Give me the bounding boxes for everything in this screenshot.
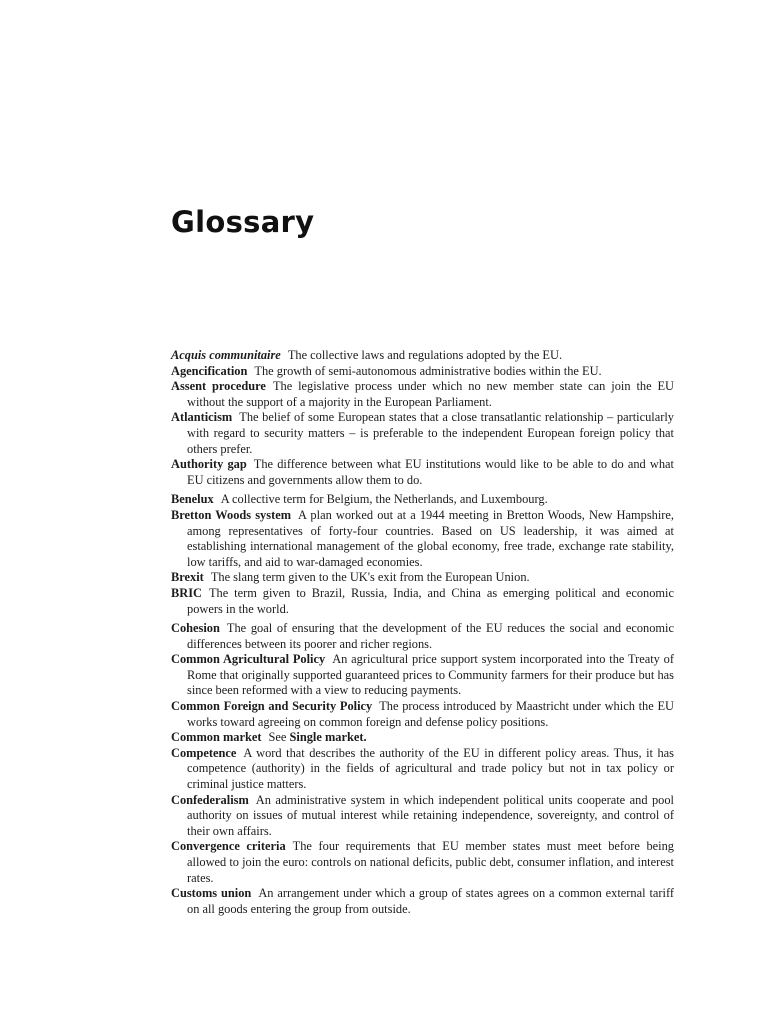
glossary-term: Competence: [171, 745, 237, 760]
glossary-term: Common Agricultural Policy: [171, 652, 326, 667]
glossary-cross-reference: Single market.: [289, 730, 367, 745]
glossary-entry: [171, 886, 674, 917]
glossary-definition: See: [268, 730, 287, 745]
glossary-definition: The difference between what EU institutions would like to be able to do and what EU citizens and governments allow them to do.: [187, 457, 674, 487]
glossary-term: Acquis communitaire: [171, 348, 281, 362]
glossary-entry: [171, 586, 674, 617]
glossary-entry: [171, 457, 674, 488]
glossary-entry: [171, 379, 674, 410]
glossary-definition: An arrangement under which a group of states agrees on a common external tariff on all goods entering the group from outside.: [187, 886, 674, 916]
glossary-entry: [171, 652, 674, 699]
glossary-term: Convergence criteria: [171, 839, 286, 854]
glossary-term: Benelux: [171, 492, 214, 507]
glossary-definition: The process introduced by Maastricht under which the EU works toward agreeing on common foreign and defense policy positions.: [187, 699, 675, 729]
glossary-term: Confederalism: [171, 792, 249, 807]
glossary-definition: The belief of some European states that a close transatlantic relationship – particularly with regard to security matters – is preferable to the independent European foreign policy that others prefer.: [187, 410, 674, 456]
glossary-term: Authority gap: [171, 457, 247, 472]
glossary-entry: [171, 730, 674, 746]
glossary-term: Assent procedure: [171, 379, 266, 394]
glossary-definition: An administrative system in which independent political units cooperate and pool authority on issues of mutual interest while retaining independence, sovereignty, and control of their own affairs.: [187, 792, 674, 838]
glossary-definition: A word that describes the authority of the EU in different policy areas. Thus, it has competence (authority) in the fields of agricultural and trade policy but not in tax policy or criminal justice matters.: [187, 745, 674, 792]
glossary-term: Atlanticism: [171, 410, 233, 425]
glossary-group: [171, 492, 674, 617]
glossary-entry: [171, 492, 674, 508]
glossary-group: [171, 348, 674, 488]
glossary-term: Common Foreign and Security Policy: [171, 699, 373, 714]
glossary-group: [171, 621, 674, 917]
glossary-definition: The term given to Brazil, Russia, India, and China as emerging political and economic powers in the world.: [187, 585, 674, 616]
glossary-definition: The four requirements that EU member states must meet before being allowed to join the euro: controls on national deficits, public debt, consumer inflation, and interest rates.: [187, 839, 674, 885]
glossary-entry: [171, 348, 674, 364]
glossary-entry: [171, 508, 674, 570]
glossary-entry: [171, 410, 674, 457]
glossary-term: Brexit: [171, 570, 204, 585]
glossary-definition: A plan worked out at a 1944 meeting in Bretton Woods, New Hampshire, among representatives of forty-four countries. Based on US leadership, it was aimed at establishing international management of the global economy, free trade, exchange rate stability, low tariffs, and aid to war-damaged economies.: [187, 507, 675, 569]
glossary-entry: [171, 621, 674, 652]
glossary-list: [171, 348, 674, 917]
glossary-term: Customs union: [171, 886, 252, 901]
glossary-entry: [171, 746, 674, 793]
glossary-term: Agencification: [171, 363, 248, 378]
glossary-definition: The collective laws and regulations adopted by the EU.: [287, 348, 563, 362]
glossary-definition: A collective term for Belgium, the Netherlands, and Luxembourg.: [220, 492, 548, 507]
glossary-entry: [171, 570, 674, 586]
glossary-entry: [171, 364, 674, 380]
glossary-definition: The growth of semi-autonomous administrative bodies within the EU.: [254, 363, 602, 378]
glossary-definition: An agricultural price support system incorporated into the Treaty of Rome that originally supported guaranteed prices to Community farmers for their produce but has since been reformed with a view to reducing payments.: [187, 652, 674, 698]
glossary-definition: The goal of ensuring that the development of the EU reduces the social and economic differences between its poorer and richer regions.: [187, 621, 674, 651]
glossary-term: Bretton Woods system: [171, 507, 292, 522]
glossary-term: Common market: [171, 730, 262, 745]
page-title: Glossary: [171, 205, 315, 239]
glossary-definition: The legislative process under which no new member state can join the EU without the support of a majority in the European Parliament.: [187, 379, 675, 409]
glossary-term: Cohesion: [171, 621, 220, 636]
glossary-term: BRIC: [171, 585, 202, 600]
glossary-entry: [171, 699, 674, 730]
glossary-definition: The slang term given to the UK's exit from the European Union.: [210, 570, 530, 585]
glossary-entry: [171, 839, 674, 886]
glossary-entry: [171, 793, 674, 840]
